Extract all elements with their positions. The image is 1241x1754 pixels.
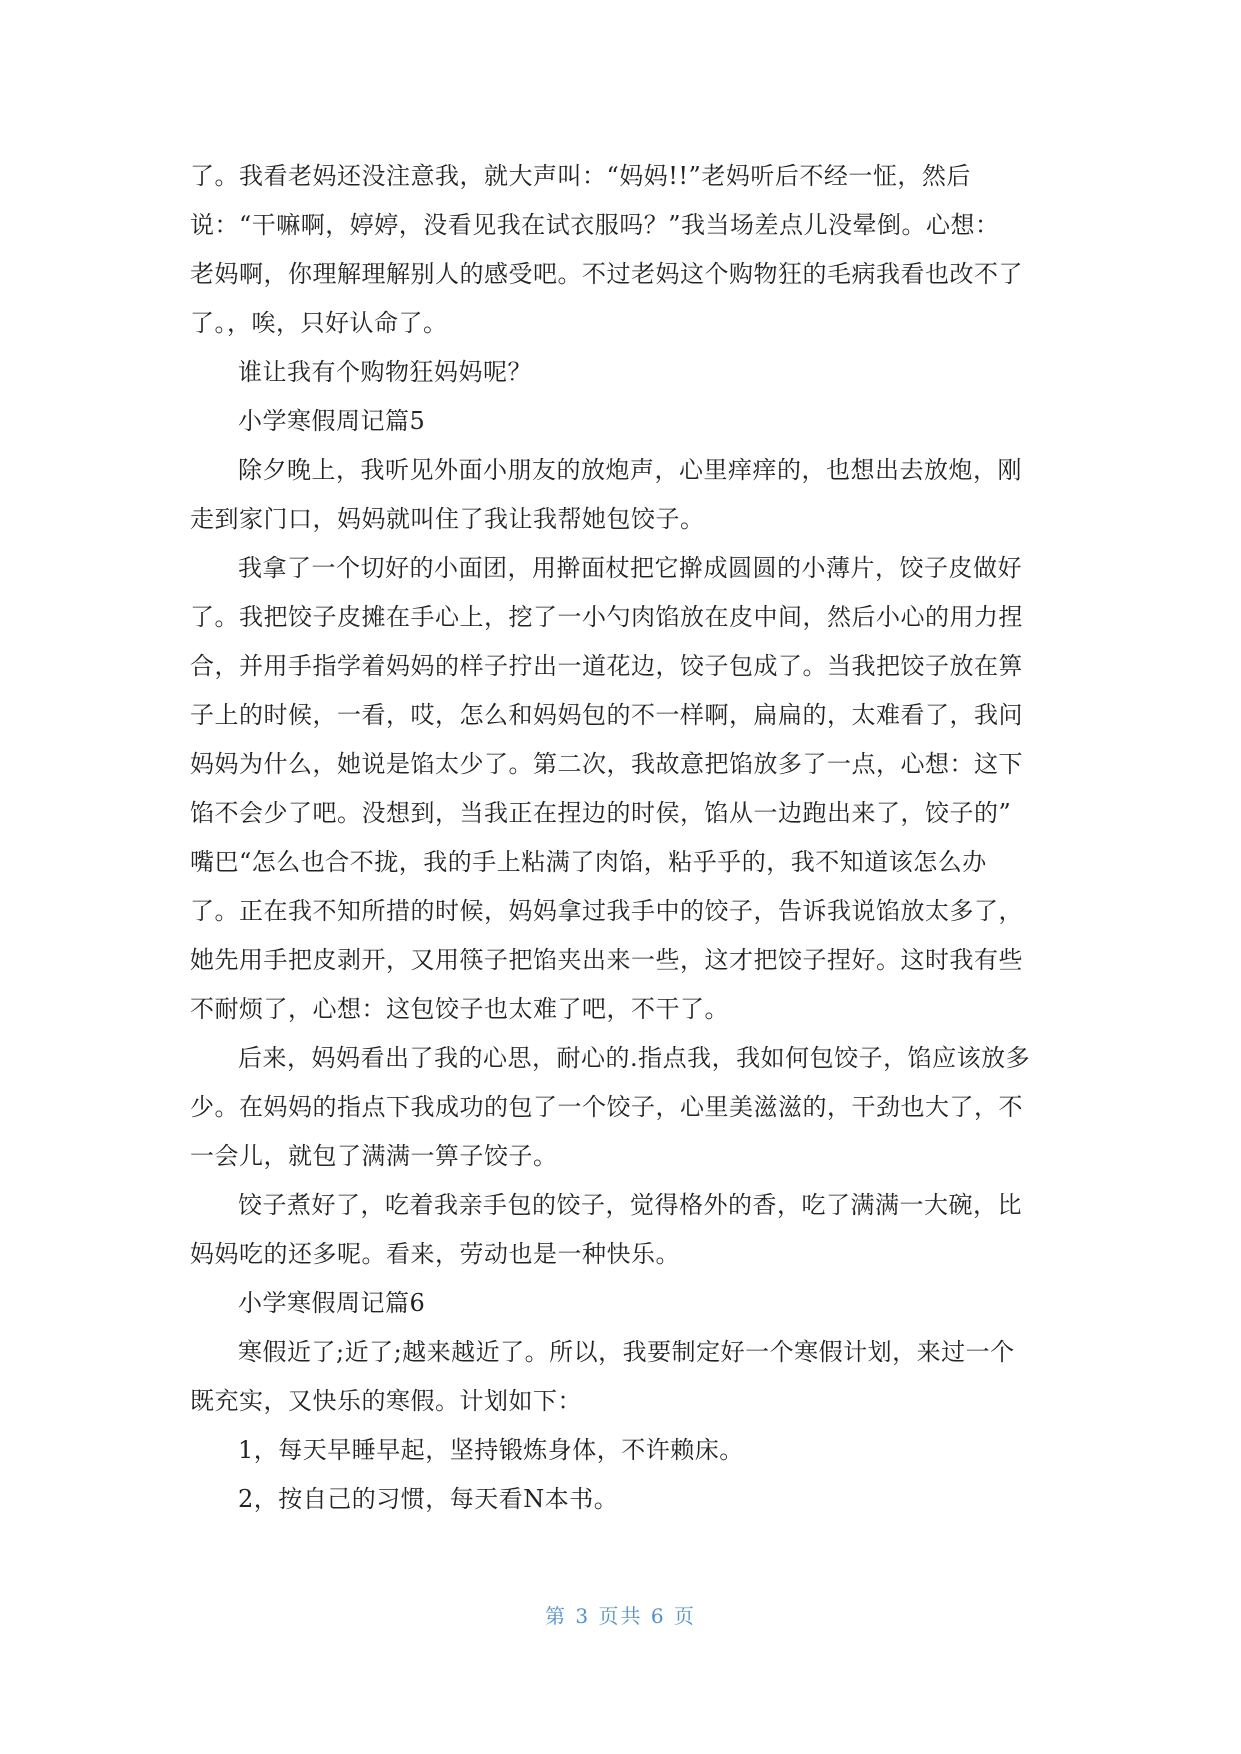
text-line: 了。正在我不知所措的时候，妈妈拿过我手中的饺子，告诉我说馅放太多了， [190, 897, 1023, 925]
text-line: 她先用手把皮剥开，又用筷子把馅夹出来一些，这才把饺子捏好。这时我有些 [190, 946, 1023, 974]
text-line: 后来，妈妈看出了我的心思，耐心的.指点我，我如何包饺子，馅应该放多 [238, 1044, 1031, 1072]
text-line: 不耐烦了，心想：这包饺子也太难了吧，不干了。 [190, 995, 729, 1023]
text-line: 走到家门口，妈妈就叫住了我让我帮她包饺子。 [190, 505, 705, 533]
text-line: 一会儿，就包了满满一箅子饺子。 [190, 1142, 558, 1170]
text-line: 妈妈为什么，她说是馅太少了。第二次，我故意把馅放多了一点，心想：这下 [190, 750, 1023, 778]
text-line: 饺子煮好了，吃着我亲手包的饺子，觉得格外的香，吃了满满一大碗，比 [238, 1191, 1022, 1219]
text-line: 少。在妈妈的指点下我成功的包了一个饺子，心里美滋滋的，干劲也大了，不 [190, 1093, 1023, 1121]
text-line: 合，并用手指学着妈妈的样子拧出一道花边，饺子包成了。当我把饺子放在箅 [190, 652, 1023, 680]
page-number-footer: 第 3 页共 6 页 [545, 1604, 696, 1628]
text-line: 既充实，又快乐的寒假。计划如下： [190, 1387, 582, 1415]
section-heading: 小学寒假周记篇6 [238, 1289, 426, 1317]
text-line: 子上的时候，一看，哎，怎么和妈妈包的不一样啊，扁扁的，太难看了，我问 [190, 701, 1023, 729]
list-item: 2，按自己的习惯，每天看N本书。 [238, 1485, 619, 1513]
text-line: 嘴巴“怎么也合不拢，我的手上粘满了肉馅，粘乎乎的，我不知道该怎么办 [190, 848, 987, 876]
text-line: 馅不会少了吧。没想到，当我正在捏边的时侯，馅从一边跑出来了，饺子的” [190, 799, 1012, 827]
text-line: 妈妈吃的还多呢。看来，劳动也是一种快乐。 [190, 1240, 680, 1268]
text-line: 谁让我有个购物狂妈妈呢？ [238, 358, 532, 386]
text-line: 说：“干嘛啊，婷婷，没看见我在试衣服吗？”我当场差点儿没晕倒。心想： [190, 211, 1000, 239]
list-item: 1，每天早睡早起，坚持锻炼身体，不许赖床。 [238, 1436, 744, 1464]
text-line: 除夕晚上，我听见外面小朋友的放炮声，心里痒痒的，也想出去放炮，刚 [238, 456, 1022, 484]
text-line: 了。，唉，只好认命了。 [190, 309, 448, 337]
text-line: 寒假近了;近了;越来越近了。所以，我要制定好一个寒假计划，来过一个 [238, 1338, 1015, 1366]
text-line: 了。我看老妈还没注意我，就大声叫：“妈妈!!”老妈听后不经一怔，然后 [190, 162, 971, 190]
section-heading: 小学寒假周记篇5 [238, 407, 426, 435]
text-line: 我拿了一个切好的小面团，用擀面杖把它擀成圆圆的小薄片，饺子皮做好 [238, 554, 1022, 582]
text-line: 了。我把饺子皮摊在手心上，挖了一小勺肉馅放在皮中间，然后小心的用力捏 [190, 603, 1023, 631]
text-line: 老妈啊，你理解理解别人的感受吧。不过老妈这个购物狂的毛病我看也改不了 [190, 260, 1023, 288]
